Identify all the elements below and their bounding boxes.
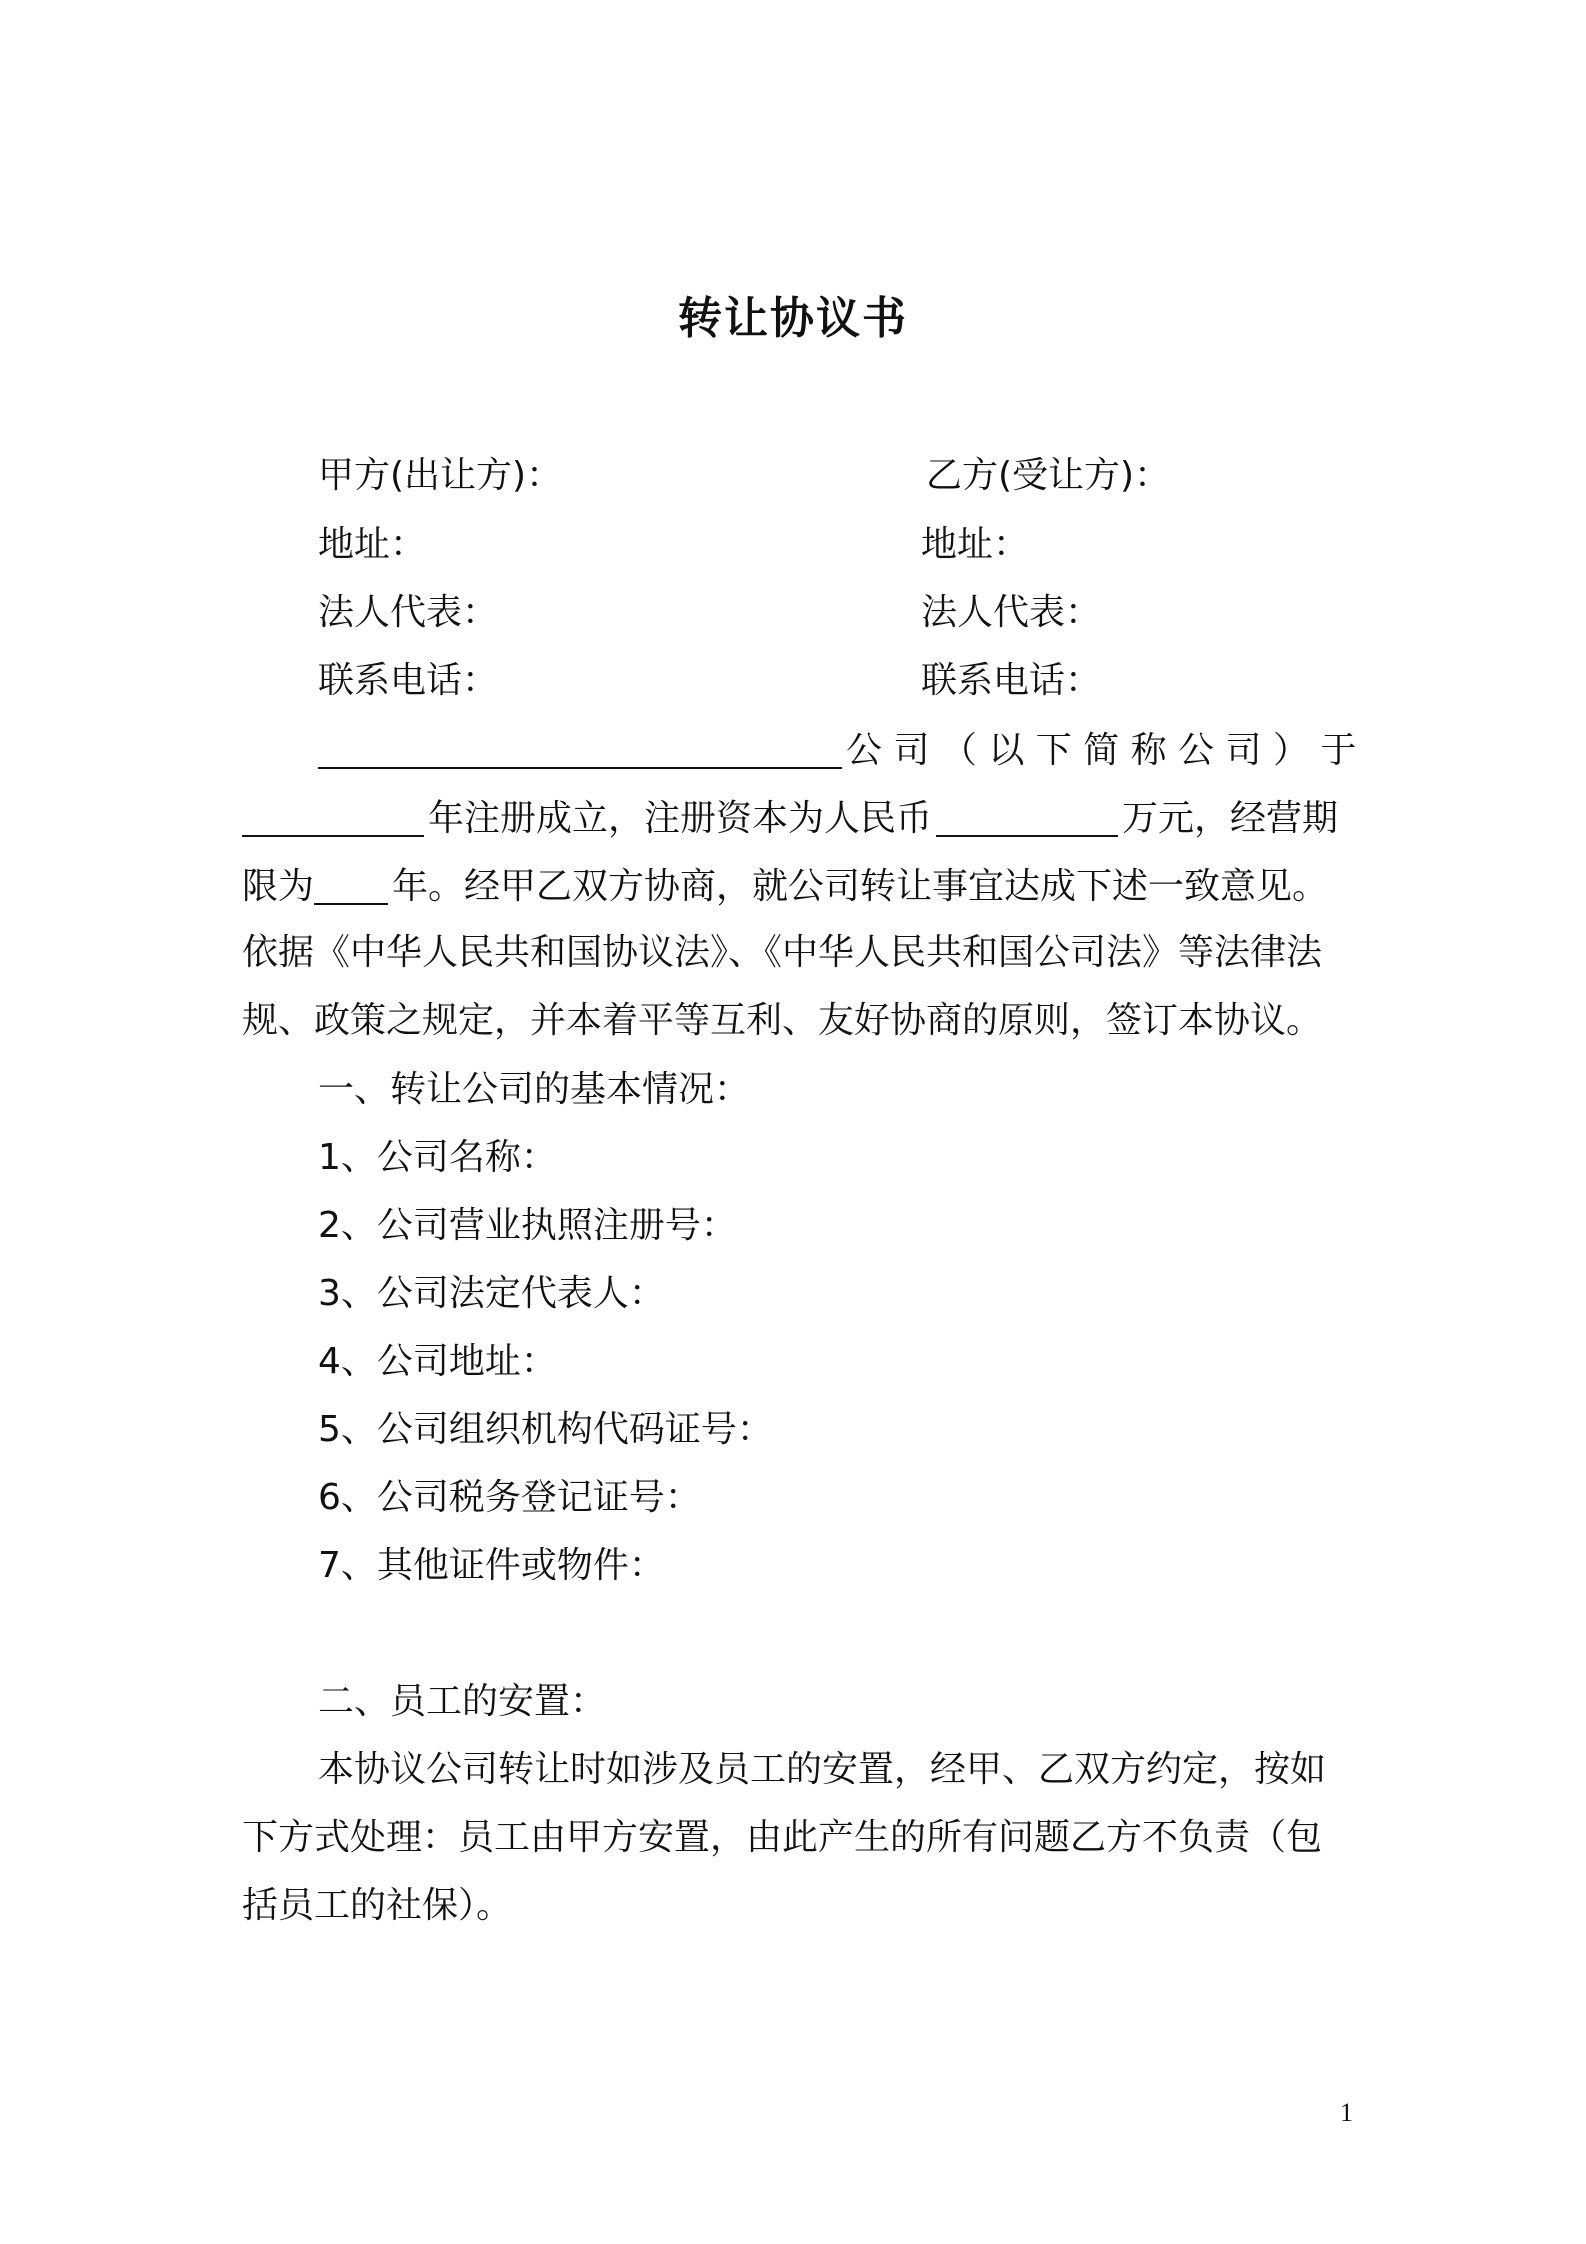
intro-line-4: 依据《中华人民共和国协议法》、《中华人民共和国公司法》等法律法 [242, 932, 1323, 973]
section-2-heading: 二、员工的安置： [318, 1681, 607, 1722]
section-1-heading: 一、转让公司的基本情况： [318, 1069, 751, 1110]
section-2-line-2: 下方式处理：员工由甲方安置，由此产生的所有问题乙方不负责（包 [242, 1817, 1323, 1858]
intro-line-1: 公 司 （ 以 下 简 称 公 司 ） 于 [318, 731, 1356, 769]
operating-term-blank [314, 867, 388, 905]
party-b-legal-rep: 法人代表： [921, 592, 1102, 633]
party-b-phone: 联系电话： [921, 660, 1102, 701]
section-1-item: 6、公司税务登记证号： [318, 1477, 701, 1518]
registered-capital-blank [936, 799, 1118, 837]
party-b-heading: 乙方(受让方)： [926, 455, 1171, 496]
section-1-item: 2、公司营业执照注册号： [318, 1205, 737, 1246]
section-2-line-3: 括员工的社保）。 [242, 1885, 513, 1926]
intro-line-3: 限为 年。经甲乙双方协商，就公司转让事宜达成下述一致意见。 [242, 866, 1329, 907]
party-a-phone: 联系电话： [318, 660, 499, 701]
section-2-line-1: 本协议公司转让时如涉及员工的安置，经甲、乙双方约定，按如 [318, 1749, 1327, 1790]
document-title: 转让协议书 [678, 293, 908, 344]
party-a-address: 地址： [318, 524, 427, 565]
registration-year-blank [242, 799, 424, 837]
page-number: 1 [1340, 2098, 1353, 2127]
section-1-item: 1、公司名称： [318, 1137, 557, 1178]
party-b-address: 地址： [921, 524, 1030, 565]
section-1-item: 5、公司组织机构代码证号： [318, 1409, 773, 1450]
section-1-item: 7、其他证件或物件： [318, 1545, 665, 1586]
intro-line-5: 规、政策之规定，并本着平等互利、友好协商的原则，签订本协议。 [242, 1000, 1323, 1041]
company-name-blank [318, 731, 842, 769]
section-1-item: 3、公司法定代表人： [318, 1273, 665, 1314]
section-1-item: 4、公司地址： [318, 1341, 557, 1382]
party-a-legal-rep: 法人代表： [318, 592, 499, 633]
intro-line-2: 年注册成立，注册资本为人民币 万元，经营期 [242, 799, 1338, 837]
party-a-heading: 甲方(出让方)： [318, 455, 563, 496]
